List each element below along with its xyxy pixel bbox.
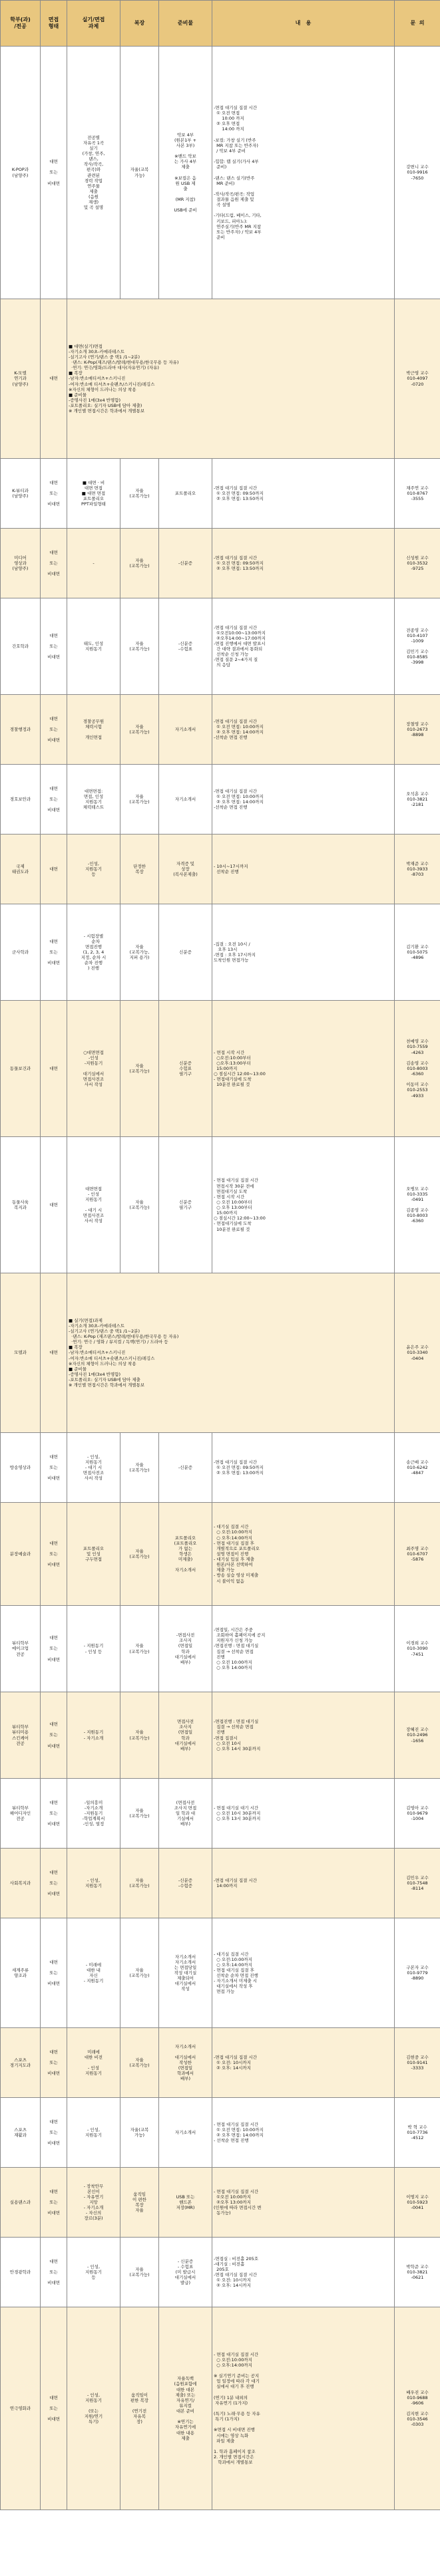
content-cell: -면접 대기실 집결 시간 ① 오전 면접: 10:00까지 ② 오후 면접: 14:00까지 -선착순 면접 진행 bbox=[212, 695, 395, 765]
table-row bbox=[1, 299, 440, 459]
table-row bbox=[1, 2098, 440, 2168]
table-row bbox=[1, 765, 440, 835]
prep-cell: -면접사전 조사지 (면접일 학과 대기실에서 배부) bbox=[159, 1606, 212, 1692]
table-row bbox=[1, 1137, 440, 1273]
task-cell: - 인성, 지원동기 - 대기 시 면접사전조 사서 작성 bbox=[67, 1433, 120, 1503]
form-cell: 대면 또는 비대면 bbox=[41, 1606, 67, 1692]
dept-cell: 경찰행정과 bbox=[1, 695, 41, 765]
prep-cell: -신분증 -수험증 bbox=[159, 1849, 212, 1918]
prep-cell: -신분증 -수험표 bbox=[159, 598, 212, 695]
prep-cell: - 신분증 - 수험표 (미 발급시 대기실에서 발급) bbox=[159, 2238, 212, 2307]
prep-cell: (면접사전 조사지 면접 일 학과 대 기실에서 배부) bbox=[159, 1779, 212, 1849]
content-cell: -집결 : 오전 10시 / 오후 13시 -면접 : 오후 17시까지 도착인원 면접가능 bbox=[212, 904, 395, 1001]
header-form: 면접 형태 bbox=[41, 1, 67, 47]
dress-cell: 자율(교복 가능) bbox=[120, 2098, 159, 2168]
prep-cell: 자기소개서 bbox=[159, 2098, 212, 2168]
dept-cell: K-POP과 (남양주) bbox=[1, 47, 41, 299]
table-row bbox=[1, 1433, 440, 1503]
dress-cell: 움직임이 편한 복장 (연기전 자유복 장) bbox=[120, 2307, 159, 2510]
dept-cell: 모델과 bbox=[1, 1273, 41, 1433]
dress-cell: 자율 (교복가능) bbox=[120, 1001, 159, 1137]
dept-cell: K-모델 연기과 (남양주) bbox=[1, 299, 41, 459]
prep-cell: 포트폴리오 bbox=[159, 459, 212, 529]
table-row bbox=[1, 1779, 440, 1849]
contact-cell: 박근영 교수 010-4097 -0720 bbox=[395, 299, 440, 459]
form-cell: 대면 또는 비대면 bbox=[41, 2307, 67, 2510]
dress-cell: 자율 (교복가능) bbox=[120, 459, 159, 529]
dept-cell: 분장예술과 bbox=[1, 1503, 41, 1606]
task-cell: -일의흥미 -자기소개 -지원동기 -학업계획서 -인성, 열정 bbox=[67, 1779, 120, 1849]
content-cell: - 면접 대기실 집결 시간 면접시작 30분 전에 면접대기실 도착 - 면접 시작 시간 ○ 오전 10:00부터 ○ 오후 13:00부터 15:00까지 ○ 점심시간 12:00~13:00 - 면접대기실에 도착 10분전 완료필 것 bbox=[212, 1137, 395, 1273]
dept-cell: 군사학과 bbox=[1, 904, 41, 1001]
table-row bbox=[1, 695, 440, 765]
prep-cell: -신분증 bbox=[159, 1433, 212, 1503]
dress-cell: 단정한 복장 bbox=[120, 835, 159, 904]
table-row bbox=[1, 598, 440, 695]
contact-cell: 윤은주 교수 010-3340 -0404 bbox=[395, 1273, 440, 1433]
table-row bbox=[1, 904, 440, 1001]
prep-cell: 자격증 및 상장 (복사본제출) bbox=[159, 835, 212, 904]
dept-cell: K-뷰티과 (남양주) bbox=[1, 459, 41, 529]
content-cell: -면접 대기실 집결 시간 ① 오전 면접: 09:50까지 ② 오후 면접: 13:50까지 bbox=[212, 529, 395, 598]
content-cell: - 면접 대기실 집결 시간 ①오전 10:00까지 ②오후 13:00까지 (인원에 따라 면접시간 변 동가능) bbox=[212, 2168, 395, 2238]
dress-cell: 자율 (교복가능) bbox=[120, 2028, 159, 2098]
dept-cell: 국제 태권도과 bbox=[1, 835, 41, 904]
task-cell: - 시험장별 순차 면접진행 (1, 2, 3, 4 지정, 순차 시 순차 진행 ) 진행 bbox=[67, 904, 120, 1001]
dept-cell: 미디어 영상과 (남양주) bbox=[1, 529, 41, 598]
task-cell: ○대면면접 -인성 -지원동기 대기실에서 면접사전조 사서 작성 bbox=[67, 1001, 120, 1137]
content-cell: -면접일, 시간은 주중 조회하여 홀페이지에 공지 지원자가 신청 가능 -면접진행 : 면접 대기실 집결 → 선착순 면접 진행 ○ 오전 10:00까지 ○ 오후 14:00까지 bbox=[212, 1606, 395, 1692]
contact-cell: 신성원 교수 010-3532 -9725 bbox=[395, 529, 440, 598]
content-cell: -면접 대기실 집결 시간 ① 오전 면접: 09:50까지 ② 오후 면접: 13:00까지 bbox=[212, 1433, 395, 1503]
form-cell: 대면 또는 비대면 bbox=[41, 459, 67, 529]
prep-cell: 신분증 수험표 필기구 bbox=[159, 1001, 212, 1137]
task-cell: - 지원동기 - 인성 등 bbox=[67, 1606, 120, 1692]
table-row bbox=[1, 459, 440, 529]
dept-cell: 동물사육 복지과 bbox=[1, 1137, 41, 1273]
dept-cell: 뷰티학부 뷰티미용 스킨케어 전공 bbox=[1, 1692, 41, 1779]
prep-cell: -신분증 bbox=[159, 529, 212, 598]
form-cell: 대면 또는 비대면 bbox=[41, 2098, 67, 2168]
form-cell: 대면 또는 비대면 bbox=[41, 598, 67, 695]
dress-cell: 자율 (교복가능) bbox=[120, 2238, 159, 2307]
contact-cell: 김기환 교수 010-5075 -4896 bbox=[395, 904, 440, 1001]
dress-cell: 자율 (교복가능) bbox=[120, 1692, 159, 1779]
prep-cell: USB 또는 핸드폰 저장(MR) bbox=[159, 2168, 212, 2238]
contact-cell: 배우진 교수 010-9688 -9606 김지현 교수 010-3546 -0303 bbox=[395, 2307, 440, 2510]
dress-cell: 자율 (교복가능) bbox=[120, 1779, 159, 1849]
content-cell: - 면접 시작 시간 ○오전:10:00부터 ○오후:13:00부터 15:00까지 ○ 점심시간 12:00~13:00 - 면접대기실에 도착 10분전 완료필 것 bbox=[212, 1001, 395, 1137]
form-cell: 대면 또는 비대면 bbox=[41, 1918, 67, 2028]
prep-cell: 신분증 bbox=[159, 904, 212, 1001]
prep-cell: 면접사전 조사지 (면접일 학과 대기실에서 배부) bbox=[159, 1692, 212, 1779]
task-cell: - 인성, 지원동기 bbox=[67, 1849, 120, 1918]
task-cell: - 미래에 대한 내 자신 - 지원동기 bbox=[67, 1918, 120, 2028]
dept-cell: 경호보안과 bbox=[1, 765, 41, 835]
content-cell: -면접 대기실 집결 시간 ① 오전 면접: 10:00까지 ② 오후 면접: 14:00까지 -선착순 면접 진행 bbox=[212, 765, 395, 835]
content-cell: -면접 대기실 집결 시간 ① 오전: 10시까지 ② 오후: 14시까지 bbox=[212, 2028, 395, 2098]
dept-cell: 스포츠 재활과 bbox=[1, 2098, 41, 2168]
prep-cell: 신분증 필기구 bbox=[159, 1137, 212, 1273]
form-cell: 대면 또는 비대면 bbox=[41, 529, 67, 598]
contact-cell: 이경희 교수 010-3090 -7451 bbox=[395, 1606, 440, 1692]
content-cell: -면접 대기실 집결 시간 ① 오전 면접 10:00 까지 ② 오후 면접 14:00 까지 -보컬: 가창 실기 (반주 MR 지참 또는 반주자) / 악보 4부 준비 -힙합: 랩 실기(가사 4부 준비) -댄스: 댄스 실기(반주 MR 준비) -작사/작곡/편곡: 작업 결과물 음원 제출 및 곡 설명 -기타(드럼, 베이스, 기타, 키보드, 피아노): 연주실기(반주 MR 지참 또는 반주자) / 악보 4부 준비 bbox=[212, 47, 395, 299]
dress-cell: 자율 (교복가능) bbox=[120, 529, 159, 598]
table-row bbox=[1, 835, 440, 904]
dept-cell: 뷰티학부 메이크업 전공 bbox=[1, 1606, 41, 1692]
task-cell: ■ 대면 · 비 대면 면접 ■ 대면 면접 포트폴리오 PPT파일형태 bbox=[67, 459, 120, 529]
table-row bbox=[1, 1692, 440, 1779]
form-cell: 대면 또는 비대면 bbox=[41, 1692, 67, 1779]
form-cell: 대면 bbox=[41, 299, 67, 459]
task-cell: - 장착안무 본인이 - 자유연기 지망 - 자기소개 - 자신의 장르(3분) bbox=[67, 2168, 120, 2238]
form-cell: 대면 또는 비대면 bbox=[41, 904, 67, 1001]
form-cell: 대면 또는 비대면 bbox=[41, 1503, 67, 1606]
header-dress: 복장 bbox=[120, 1, 159, 47]
table-row bbox=[1, 2168, 440, 2238]
prep-cell: 포트폴리오 (포트폴리오 가 없는 학생은 미제출) 자기소개서 bbox=[159, 1503, 212, 1606]
prep-cell: 자율독백 (음원포함에 대한 대본 제출) 또는 자유연기/ 뮤지컬 대본 준비 ※연기는 자유연기에 대한 내용 제출 bbox=[159, 2307, 212, 2510]
contact-cell: 송근배 교수 010-6242 -4847 bbox=[395, 1433, 440, 1503]
form-cell: 대면 또는 비대면 bbox=[41, 47, 67, 299]
table-row bbox=[1, 1273, 440, 1433]
content-cell: - 면접 대기실 대기 시간 ○ 오전 10시 30분까지 ○ 오후 13시 30분까지 bbox=[212, 1779, 395, 1849]
task-cell: -인성, 지원동기 등 bbox=[67, 835, 120, 904]
task-cell: 대면면접: 면접, 인성 지원동기 체력테스트 bbox=[67, 765, 120, 835]
prep-cell: 자기소개서 대기실에서 작성한 (면접일 학과에서 배부) bbox=[159, 2028, 212, 2098]
form-cell: 대면 또는 비대면 bbox=[41, 1779, 67, 1849]
task-cell: 태도, 인성 지원동기 bbox=[67, 598, 120, 695]
form-cell: 대면 또는 비대면 bbox=[41, 1849, 67, 1918]
dept-cell: 세계주류 양조과 bbox=[1, 1918, 41, 2028]
form-cell: 대면 또는 비대면 bbox=[41, 765, 67, 835]
form-cell: 대면 bbox=[41, 1001, 67, 1137]
dress-cell: 자율 (교복가능) bbox=[120, 1918, 159, 2028]
contact-cell: 이명지 교수 010-5923 -0041 bbox=[395, 2168, 440, 2238]
dept-cell: 스포츠 경기지도과 bbox=[1, 2028, 41, 2098]
table-row bbox=[1, 1606, 440, 1692]
prep-cell: 자기소개서 bbox=[159, 695, 212, 765]
contact-cell: 강변니 교수 010-9916 -7650 bbox=[395, 47, 440, 299]
form-cell: 대면 또는 비대면 bbox=[41, 695, 67, 765]
table-row bbox=[1, 1849, 440, 1918]
table-row bbox=[1, 47, 440, 299]
dress-cell: 자율 (교복가능) bbox=[120, 765, 159, 835]
contact-cell: 박재준 교수 010-3933 -8703 bbox=[395, 835, 440, 904]
task-merged-cell: ■ 실기(면접)과제 -자기소개 30초-카메라테스트 -실기고사 (연기/댄스 중 택1 /1~2분) ·댄스: K-Pop (재즈댄스/발레/현대무용/한국무용 등 자유) ·연기: 연극 / 영화 / 뮤지컬 / 독백(연기) / 드라마 등 ■ 복장 -남자:반소매티셔츠+스키니진 -여자:반소매 티셔츠+숏팬츠/스키니진/레깅스 ※자신의 체형이 드러나는 의상 착용 ■ 준비물 -증명사진 1매(3x4 반명함) -포트폴리오: 실기자 USB에 담아 제출 ※ 개인별 면접시간은 학과에서 개별통보 bbox=[67, 1273, 395, 1433]
header-content: 내 용 bbox=[212, 1, 395, 47]
table-row bbox=[1, 1001, 440, 1137]
task-cell: 포트폴리오 및 인성 구두면접 bbox=[67, 1503, 120, 1606]
table-row bbox=[1, 529, 440, 598]
form-cell: 대면 또는 비대면 bbox=[41, 2238, 67, 2307]
contact-cell: 오병모 교수 010-3335 -0491 김종영 교수 010-8003 -6360 bbox=[395, 1137, 440, 1273]
contact-cell: 장철영 교수 010-2673 -8898 bbox=[395, 695, 440, 765]
task-cell: - 인성, 지원동기 (또는 지원/연기 특기) bbox=[67, 2307, 120, 2510]
table-row bbox=[1, 2238, 440, 2307]
dept-cell: 뷰티학부 헤어디자인 전공 bbox=[1, 1779, 41, 1849]
table-row bbox=[1, 1503, 440, 1606]
contact-cell: 김현중 교수 010-9141 -3333 bbox=[395, 2028, 440, 2098]
contact-cell: 채주연 교수 010-8767 -3555 bbox=[395, 459, 440, 529]
content-cell: -면접실 : 비전홀 205호 -대기실 : 비전홀 205호 -면접 대기실 집결 시간 ① 오전: 10시까지 ② 오후: 14시까지 bbox=[212, 2238, 395, 2307]
header-task: 실기/면접 과제 bbox=[67, 1, 120, 47]
dress-cell: 자율 (교복가능) bbox=[120, 1606, 159, 1692]
header-dept: 학부(과) /전공 bbox=[1, 1, 41, 47]
contact-cell: 박 혁 교수 010-7736 -4512 bbox=[395, 2098, 440, 2168]
form-cell: 대면 bbox=[41, 1273, 67, 1433]
contact-cell: 장혜진 교수 010-2496 -1656 bbox=[395, 1692, 440, 1779]
form-cell: 대면 bbox=[41, 835, 67, 904]
content-cell: -면접 대기실 집결 시간 ①오전10:00~13:00까지 ②오후14:00~17:00까지 -면접 진행에서 대면 발표시 간 대략 결과에서 통화되 선착순 신청 가능 -면접 질문 2~4가지 질 의 응답 bbox=[212, 598, 395, 695]
contact-cell: 김민우 교수 010-7548 -8114 bbox=[395, 1849, 440, 1918]
contact-cell: 구본자 교수 010-9779 -8890 bbox=[395, 1918, 440, 2028]
table-row bbox=[1, 2028, 440, 2098]
dress-cell: 자율 (교복가능) bbox=[120, 1503, 159, 1606]
content-cell: - 면접 대기실 집결 시간 ○ 오전:10:00까지 ○ 오후:14:00까지 ※ 실기연기 준비는 공지 업 일정에 따라 각 대기 실에서 대기 후 진행 (연기) 1분 내외의 자유연기 (1가지) (특기) 노래·무용 등 자유 특기 (1가지) ※면접 시 비대면 진행 시에는 영상 녹화 파일 제출 1. 학과 홈페이지 참조 2. 개인별 면접시간은 학과에서 개별통보 bbox=[212, 2307, 395, 2510]
dept-cell: 연극영화과 bbox=[1, 2307, 41, 2510]
task-merged-cell: ■ 대면(실기)면접 -자기소개 30초-카메라테스트 -실기고사 (연기/댄스 중 택1 /1~2분) ·댄스: K-Pop(재즈/댄스/발레/현대무용/한국무용 등 자유) ·연기: 연극/영화/드라마 대사(자유연기) (자유) ■ 복장 -남자:반소매티셔츠+스키니진 -여자:반소매 티셔츠+숏팬츠/스키니진/레깅스 ※자신의 체형이 드러나는 의상 착용 ■ 준비물 -증명사진 1매(3x4 반명함) -포트폴리오: 실기자 USB에 담아 제출) ※ 개인별 면접시간은 학과에서 개별통보 bbox=[67, 299, 395, 459]
content-cell: - 면접 대기실 집결 시간 ① 오전 면접: 10:00까지 ② 오후 면접: 14:00까지 - 선착순 면접 진행 bbox=[212, 2098, 395, 2168]
dress-cell: 자율 (교복가능) bbox=[120, 1849, 159, 1918]
form-cell: 대면 또는 비대면 bbox=[41, 1433, 67, 1503]
contact-cell: 전종영 교수 010-4107 -1009 김민기 교수 010-8585 -3998 bbox=[395, 598, 440, 695]
dress-cell: 자율 (교복가능, 지퍼 용가) bbox=[120, 904, 159, 1001]
task-cell: 대면면접 - 인성 지원동기 - 대기 시 면접사전조 사서 작성 bbox=[67, 1137, 120, 1273]
contact-cell: 최주명 교수 010-6707 -5876 bbox=[395, 1503, 440, 1606]
dept-cell: 실용댄스과 bbox=[1, 2168, 41, 2238]
task-cell: 경찰공무원 체력시험 개인면접 bbox=[67, 695, 120, 765]
prep-cell: 자기소개서 자기소개서 는 면접당일 작성 대기실 제출되어 대기실에서 작성 bbox=[159, 1918, 212, 2028]
dept-cell: 사회복지과 bbox=[1, 1849, 41, 1918]
contact-cell: 박학준 교수 010-3821 -0621 bbox=[395, 2238, 440, 2307]
header-prep: 준비물 bbox=[159, 1, 212, 47]
form-cell: 대면 또는 비대면 bbox=[41, 2028, 67, 2098]
content-cell: - 대기실 집결 시간 ○ 오전:10:00까지 ○ 오후:14:00까지 - 면접 대기실 집결 후 개별적으로 포트폴리오 설명 면접이 진행 - 대기실 입실 후 제출 원본/사본 선택하여 제출 가능 - 방송 실습 영상 미제출 시 불이익 없음 bbox=[212, 1503, 395, 1606]
form-cell: 대면 또는 비대면 bbox=[41, 2168, 67, 2238]
content-cell: - 10시~17시까지 선착순 진행 bbox=[212, 835, 395, 904]
task-cell: - 인성, 지원동기 bbox=[67, 2098, 120, 2168]
contact-cell: 김영아 교수 010-9679 -1004 bbox=[395, 1779, 440, 1849]
content-cell: -면접 대기실 집결 시간 ① 오전 면접: 09:50까지 ② 오후 면접: 13:50까지 bbox=[212, 459, 395, 529]
table-row bbox=[1, 1918, 440, 2028]
prep-cell: 자기소개서 bbox=[159, 765, 212, 835]
table-row bbox=[1, 2307, 440, 2510]
content-cell: -면접진행 : 면접 대기실 집결 → 선착순 면접 진행 -면접 집결시 ○ 오전 10시 ○ 오후 14시 30분까지 bbox=[212, 1692, 395, 1779]
task-cell: - bbox=[67, 529, 120, 598]
task-cell: - 인성, 지원동기 등 bbox=[67, 2238, 120, 2307]
dress-cell: 자율 (교복가능) bbox=[120, 695, 159, 765]
header-row bbox=[1, 1, 440, 47]
dress-cell: 자율 (교복가능) bbox=[120, 598, 159, 695]
task-cell: 전공별 자유곡 1곡 실기 (가창, 연주, 댄스, 작사/작곡, 편곡)와 관련된 경력 작업 연주물 제출 (음원 재생) 및 곡 설명 bbox=[67, 47, 120, 299]
contact-cell: 오석훈 교수 010-3821 -2181 bbox=[395, 765, 440, 835]
dress-cell: 자율 (교복가능) bbox=[120, 1433, 159, 1503]
contact-cell: 천예영 교수 010-7559 -4263 김송영 교수 010-8003 -6360 이동미 교수 010-2553 -4933 bbox=[395, 1001, 440, 1137]
dress-cell: 자율 (교복가능) bbox=[120, 1137, 159, 1273]
task-cell: 미래에 대한 비전 - 인성 지원동기 bbox=[67, 2028, 120, 2098]
content-cell: - 대기실 집결 시간 ○ 오전:10:00까지 ○ 오후:14:00까지 - 면접 대기실 집결 후 선착순 순차 면접 진행 - 자기소개서 미제출 시 대기실에서 작성 후 면접 가능 bbox=[212, 1918, 395, 2028]
dept-cell: 방송영상과 bbox=[1, 1433, 41, 1503]
prep-cell: 악보 4부 (원본1부 + 사본 3부) ※밴드 악보 는 가사 4부 제출 ※보컬은 음 원 USB 제 출 (MR 지참) USB에 준비 bbox=[159, 47, 212, 299]
header-contact: 문 의 bbox=[395, 1, 440, 47]
form-cell: 대면 bbox=[41, 1137, 67, 1273]
dept-cell: 간호학과 bbox=[1, 598, 41, 695]
dress-cell: 자율(교복 가능) bbox=[120, 47, 159, 299]
dept-cell: 동물보건과 bbox=[1, 1001, 41, 1137]
content-cell: -면접 대기실 집결 시간 14:00까지 bbox=[212, 1849, 395, 1918]
task-cell: - 지원동기 - 자기소개 bbox=[67, 1692, 120, 1779]
dept-cell: 안경광학과 bbox=[1, 2238, 41, 2307]
dress-cell: 움직임 이 편한 복장 자율 bbox=[120, 2168, 159, 2238]
